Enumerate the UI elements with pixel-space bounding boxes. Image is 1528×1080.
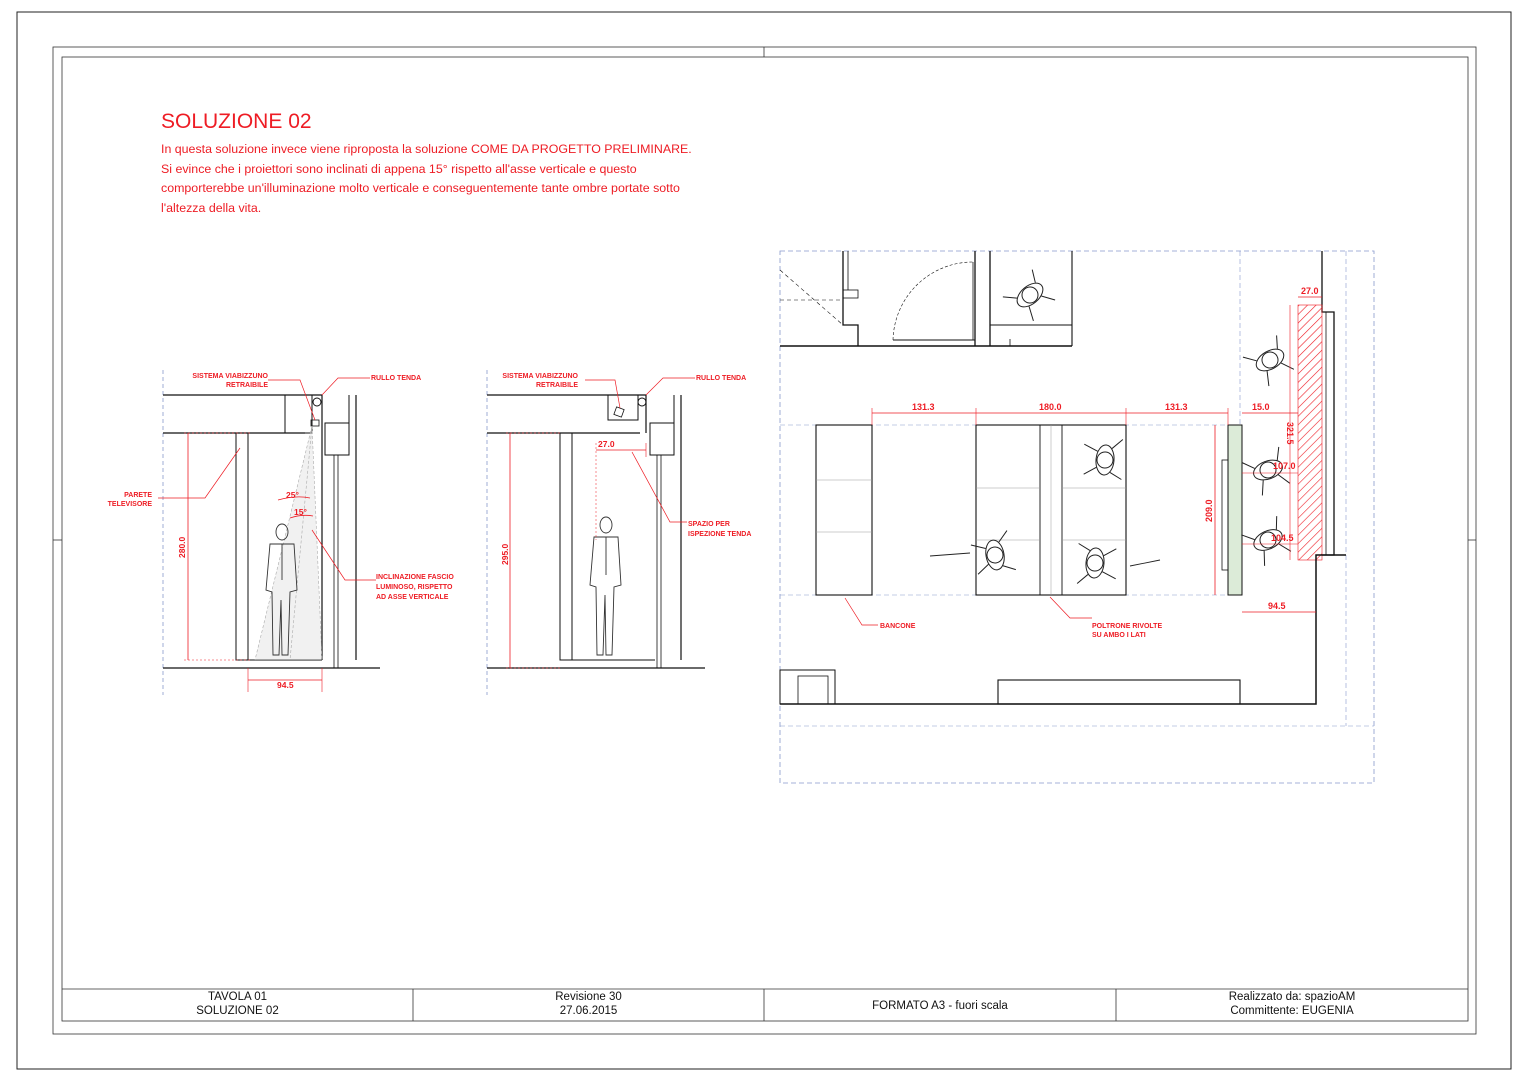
tb-tavola: TAVOLA 01 (207, 991, 268, 1003)
tb-formato: FORMATO A3 - fuori scala (872, 1000, 1008, 1012)
dim-bottom-right: 94.5 (1268, 601, 1286, 611)
tb-soluzione: SOLUZIONE 02 (196, 1005, 279, 1017)
tb-revisione-cell (413, 990, 764, 1026)
dim-height-295: 295.0 (500, 543, 510, 565)
label-sistema-line2: RETRAIBILE (226, 382, 268, 389)
tb-realizzato-cell (1116, 990, 1468, 1026)
description-line: Si evince che i proiettori sono inclinati di appena 15° rispetto all'asse verticale e questo (161, 161, 637, 176)
dim-width-945: 94.5 (277, 680, 294, 690)
label-spazio-line1: SPAZIO PER (688, 521, 730, 528)
label-poltrone-line1: POLTRONE RIVOLTE (1092, 623, 1163, 630)
section-left (158, 370, 380, 695)
dim-top-mid: 180.0 (1039, 402, 1062, 412)
dim-strip-length: 321.5 (1285, 422, 1295, 445)
label-sistema-line1: SISTEMA VIABIZZUNO (502, 373, 578, 380)
dim-d1: 107.0 (1273, 461, 1296, 471)
section-right-labels (500, 373, 751, 565)
tb-tavola-cell (62, 990, 413, 1026)
person-figure (590, 517, 621, 655)
description (161, 140, 801, 218)
tb-formato-cell (764, 999, 1116, 1035)
dim-top-right: 131.3 (1165, 402, 1188, 412)
label-inclinazione-line2: LUMINOSO, RISPETTO (376, 584, 453, 591)
dim-strip-width: 27.0 (1301, 286, 1319, 296)
label-bancone: BANCONE (880, 623, 916, 630)
label-sistema-line1: SISTEMA VIABIZZUNO (192, 373, 268, 380)
description-line: comporterebbe un'illuminazione molto verticale e conseguentemente tante ombre portate sotto (161, 181, 680, 195)
label-spazio-line2: ISPEZIONE TENDA (688, 531, 752, 538)
description-line: l'altezza della vita. (161, 200, 262, 215)
floor-plan (780, 251, 1374, 783)
label-poltrone-line2: SU AMBO I LATI (1092, 632, 1146, 639)
label-rullo: RULLO TENDA (371, 375, 422, 382)
dim-angle-15: 15° (294, 507, 307, 517)
label-inclinazione-line3: AD ASSE VERTICALE (376, 594, 449, 601)
dim-top-gap: 15.0 (1252, 402, 1270, 412)
tb-committente: Committente: EUGENIA (1230, 1005, 1354, 1017)
tb-realizzato: Realizzato da: spazioAM (1228, 991, 1356, 1003)
dim-offset-27: 27.0 (598, 439, 615, 449)
dim-angle-25: 25° (286, 490, 299, 500)
label-inclinazione-line1: INCLINAZIONE FASCIO (376, 574, 454, 581)
description-line: In questa soluzione invece viene riproposta la soluzione COME DA PROGETTO PRELIMINARE. (161, 142, 692, 156)
dim-top-left: 131.3 (912, 402, 935, 412)
plan-labels (880, 286, 1319, 639)
dim-height-280: 280.0 (177, 536, 187, 558)
dim-tv-height: 209.0 (1204, 499, 1214, 522)
section-right (487, 370, 705, 695)
dim-d2: 104.5 (1271, 533, 1294, 543)
label-parete-line2: TELEVISORE (107, 501, 152, 508)
page-title: SOLUZIONE 02 (161, 110, 312, 133)
label-rullo: RULLO TENDA (696, 375, 747, 382)
tb-revisione: Revisione 30 (555, 991, 622, 1003)
label-sistema-line2: RETRAIBILE (536, 382, 578, 389)
label-parete-line1: PARETE (124, 492, 152, 499)
tb-data: 27.06.2015 (559, 1005, 618, 1017)
